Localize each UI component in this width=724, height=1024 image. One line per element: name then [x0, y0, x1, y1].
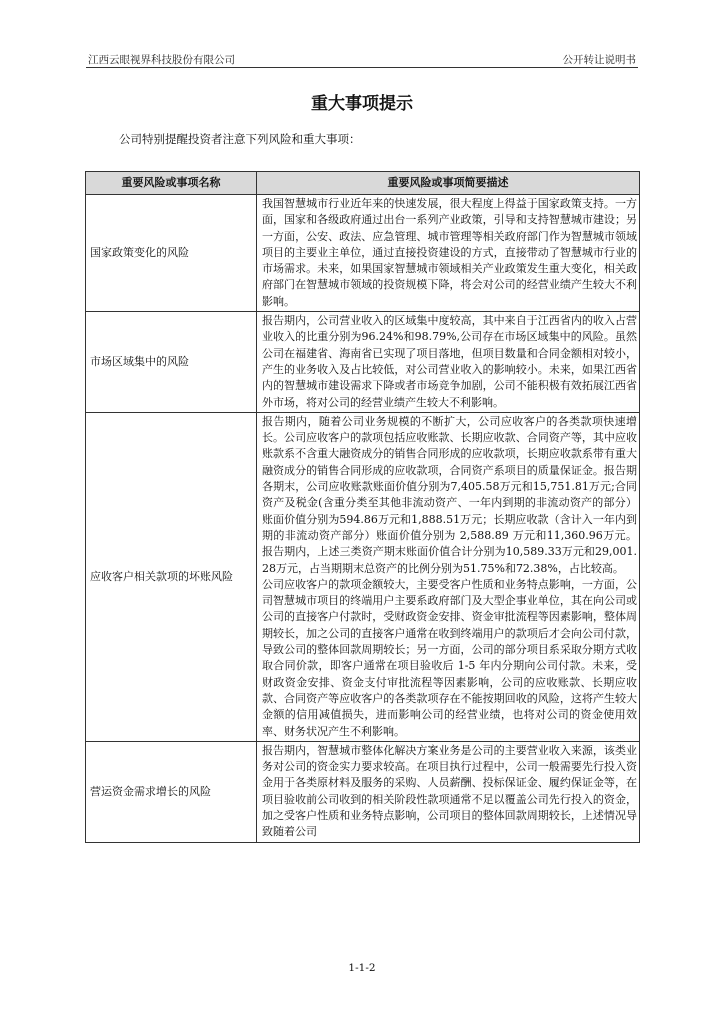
- header-divider: [86, 67, 638, 68]
- risk-description-cell: [257, 195, 640, 312]
- risk-description-paragraph: 报告期内，公司营业收入的区域集中度较高，其中来自于江西省内的收入占营业收入的比重分别为96.24%和98.79%,公司存在市场区域集中的风险。虽然公司在福建省、海南省已实现了项目落地，但项目数量和合同金额相对较小，产生的业务收入及占比较低，对公司营业收入的影响较小。未来，如果江西省内的智慧城市建设需求下降或者市场竞争加剧，公司不能积极有效拓展江西省外市场，将对公司的经营业绩产生较大不利影响。: [262, 314, 637, 409]
- risk-name-cell: 市场区域集中的风险: [86, 312, 257, 413]
- risk-description-cell: [257, 312, 640, 413]
- risk-description-paragraph: 我国智慧城市行业近年来的快速发展，很大程度上得益于国家政策支持。一方面，国家和各级政府通过出台一系列产业政策，引导和支持智慧城市建设；另一方面，公安、政法、应急管理、城市管理等相关政府部门作为智慧城市领域项目的主要业主单位，通过直接投资建设的方式，直接带动了智慧城市行业的市场需求。未来，如果国家智慧城市领域相关产业政策发生重大变化，相关政府部门在智慧城市领域的投资规模下降，将会对公司的经营业绩产生较大不利影响。: [262, 197, 637, 308]
- page-header: [86, 50, 638, 68]
- risk-description-cell: [257, 412, 640, 741]
- column-header-risk-description: 重要风险或事项简要描述: [257, 172, 640, 195]
- header-company-name: 江西云眼视界科技股份有限公司: [88, 54, 235, 66]
- header-document-type: 公开转让说明书: [562, 54, 636, 66]
- risk-description-paragraph: 公司应收客户的款项金额较大，主要受客户性质和业务特点影响，一方面，公司智慧城市项目的终端用户主要系政府部门及大型企事业单位，其在向公司或公司的直接客户付款时，受财政资金安排、资金审批流程等因素影响，整体周期较长，加之公司的直接客户通常在收到终端用户的款项后才会向公司付款，导致公司的整体回款周期较长；另一方面，公司的部分项目系采取分期方式收取合同价款，即客户通常在项目验收后 1-5 年内分期向公司付款。未来，受财政资金安排、资金支付审批流程等因素影响，公司的应收账款、长期应收款、合同资产等应收客户的各类款项存在不能按期回收的风险，这将产生较大金额的信用减值损失，进而影响公司的经营业绩，也将对公司的资金使用效率、财务状况产生不利影响。: [262, 577, 637, 738]
- risk-table: [85, 171, 640, 843]
- table-row: [86, 312, 640, 413]
- column-header-risk-name: 重要风险或事项名称: [86, 172, 257, 195]
- risk-table-header-row: [86, 172, 640, 195]
- page-number: 1-1-2: [348, 962, 376, 974]
- risk-description-cell: [257, 741, 640, 842]
- risk-name-cell: 国家政策变化的风险: [86, 195, 257, 312]
- page-title: 重大事项提示: [311, 94, 413, 114]
- intro-text: 公司特别提醒投资者注意下列风险和重大事项：: [119, 132, 361, 146]
- risk-name-cell: 应收客户相关款项的坏账风险: [86, 412, 257, 741]
- table-row: [86, 741, 640, 842]
- risk-name-cell: 营运资金需求增长的风险: [86, 741, 257, 842]
- table-row: [86, 195, 640, 312]
- table-row: [86, 412, 640, 741]
- risk-description-paragraph: 报告期内，随着公司业务规模的不断扩大，公司应收客户的各类款项快速增长。公司应收客户的款项包括应收账款、长期应收款、合同资产等，其中应收账款系不含重大融资成分的销售合同形成的应收款项，长期应收款系带有重大融资成分的销售合同形成的应收款项，合同资产系项目的质量保证金。报告期各期末，公司应收账款账面价值分别为7,405.58万元和15,751.81万元;合同资产及税金(含重分类至其他非流动资产、一年内到期的非流动资产的部分）账面价值分别为594.86万元和1,888.51万元；长期应收款（含计入一年内到期的非流动资产部分）账面价值分别为 2,588.89 万元和11,360.96万元。报告期内，上述三类资产期末账面价值合计分别为10,589.33万元和29,001.28万元，占当期期末总资产的比例分别为51.75%和72.38%，占比较高。: [262, 414, 637, 575]
- risk-description-paragraph: 报告期内，智慧城市整体化解决方案业务是公司的主要营业收入来源，该类业务对公司的资金实力要求较高。在项目执行过程中，公司一般需要先行投入资金用于各类原材料及服务的采购、人员薪酬、投标保证金、履约保证金等，在项目验收前公司收到的相关阶段性款项通常不足以覆盖公司先行投入的资金，加之受客户性质和业务特点影响，公司项目的整体回款周期较长，上述情况导致随着公司: [262, 743, 637, 839]
